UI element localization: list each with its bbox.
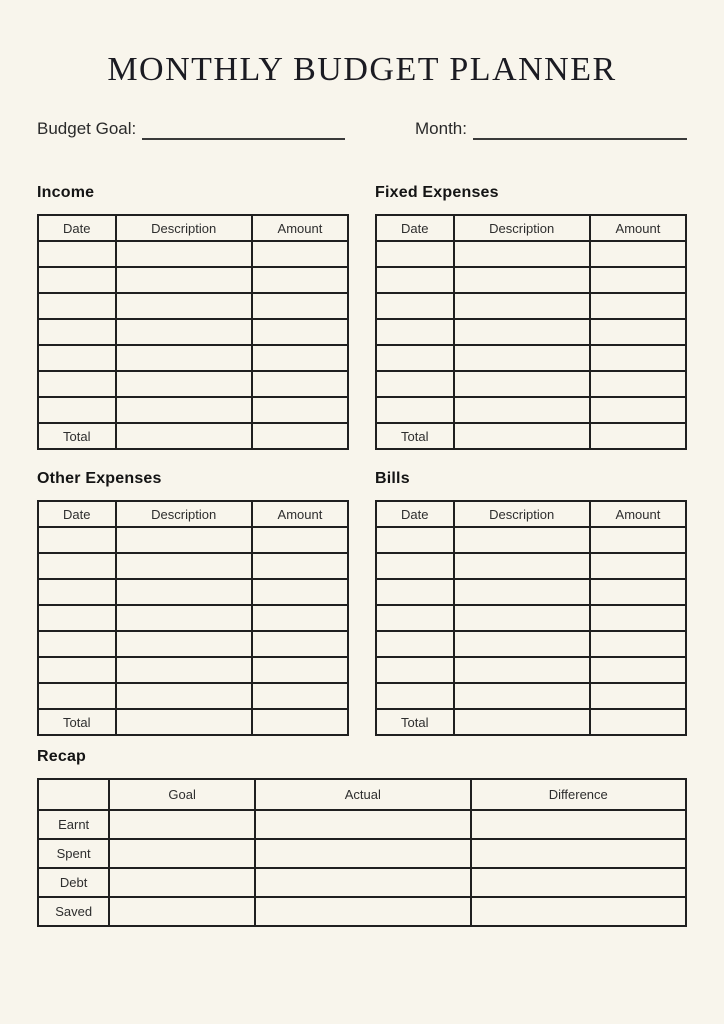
- entry-cell[interactable]: [252, 345, 348, 371]
- amount-header-cell: Amount: [590, 501, 686, 527]
- budget-goal-field: [37, 118, 345, 140]
- total-amount-cell[interactable]: [590, 709, 686, 735]
- entry-cell[interactable]: [454, 527, 590, 553]
- entry-cell[interactable]: [454, 345, 590, 371]
- total-row: [376, 709, 686, 735]
- description-header-cell: Description: [454, 215, 590, 241]
- entry-cell[interactable]: [38, 371, 116, 397]
- entry-row: [376, 319, 686, 345]
- spent-goal-cell[interactable]: [109, 839, 255, 868]
- entry-row: [376, 371, 686, 397]
- entry-cell[interactable]: [454, 683, 590, 709]
- entry-row: [38, 293, 348, 319]
- entry-cell[interactable]: [376, 605, 454, 631]
- total-label-cell: Total: [376, 709, 454, 735]
- header-fields: [37, 118, 687, 140]
- entry-cell[interactable]: [376, 267, 454, 293]
- entry-row: [38, 657, 348, 683]
- header-row: [38, 215, 348, 241]
- goal-header-cell: Goal: [109, 779, 255, 810]
- entry-cell[interactable]: [454, 605, 590, 631]
- total-amount-cell[interactable]: [252, 423, 348, 449]
- date-header-cell: Date: [376, 215, 454, 241]
- entry-cell[interactable]: [376, 371, 454, 397]
- date-header-cell: Date: [38, 501, 116, 527]
- budget-goal-label: Budget Goal:: [37, 119, 137, 138]
- saved-actual-cell[interactable]: [255, 897, 470, 926]
- entry-row: [38, 579, 348, 605]
- entry-row: [38, 553, 348, 579]
- entry-cell[interactable]: [376, 579, 454, 605]
- recap-title: Recap: [37, 748, 87, 765]
- entry-cell[interactable]: [252, 241, 348, 267]
- entry-row: [376, 605, 686, 631]
- entry-row: [38, 397, 348, 423]
- entry-cell[interactable]: [116, 605, 252, 631]
- entry-cell[interactable]: [252, 579, 348, 605]
- entry-cell[interactable]: [252, 267, 348, 293]
- entry-cell[interactable]: [376, 241, 454, 267]
- fixed-expenses-section: [375, 184, 687, 450]
- entry-cell[interactable]: [376, 631, 454, 657]
- ledger-sections: [37, 184, 687, 736]
- entry-cell[interactable]: [252, 293, 348, 319]
- entry-row: [376, 579, 686, 605]
- month-input[interactable]: [473, 119, 687, 140]
- earnt-label-cell: Earnt: [38, 810, 109, 839]
- entry-cell[interactable]: [116, 553, 252, 579]
- entry-cell[interactable]: [376, 683, 454, 709]
- entry-row: [38, 345, 348, 371]
- bills-table: [375, 500, 687, 736]
- spent-actual-cell[interactable]: [255, 839, 470, 868]
- date-header-cell: Date: [376, 501, 454, 527]
- entry-cell[interactable]: [376, 553, 454, 579]
- total-description-cell[interactable]: [454, 709, 590, 735]
- entry-row: [38, 683, 348, 709]
- spent-difference-cell[interactable]: [471, 839, 686, 868]
- entry-cell[interactable]: [38, 631, 116, 657]
- fixed-expenses-title: Fixed Expenses: [375, 184, 499, 201]
- entry-cell[interactable]: [376, 657, 454, 683]
- ledger-head: [376, 501, 686, 527]
- entry-cell[interactable]: [590, 293, 686, 319]
- recap-body: [38, 810, 686, 926]
- total-row: [376, 423, 686, 449]
- entry-cell[interactable]: [116, 527, 252, 553]
- month-label: Month:: [415, 119, 467, 138]
- header-row: [376, 501, 686, 527]
- entry-cell[interactable]: [590, 267, 686, 293]
- entry-cell[interactable]: [116, 293, 252, 319]
- entry-cell[interactable]: [454, 371, 590, 397]
- entry-cell[interactable]: [116, 657, 252, 683]
- entry-cell[interactable]: [454, 241, 590, 267]
- entry-cell[interactable]: [590, 241, 686, 267]
- entry-row: [38, 241, 348, 267]
- difference-header-cell: Difference: [471, 779, 686, 810]
- page-title: MONTHLY BUDGET PLANNER: [107, 51, 617, 88]
- entry-cell[interactable]: [38, 293, 116, 319]
- entry-cell[interactable]: [38, 605, 116, 631]
- entry-cell[interactable]: [116, 631, 252, 657]
- entry-row: [376, 345, 686, 371]
- entry-cell[interactable]: [38, 527, 116, 553]
- ledger-body: [376, 241, 686, 449]
- entry-row: [376, 631, 686, 657]
- saved-goal-cell[interactable]: [109, 897, 255, 926]
- entry-cell[interactable]: [116, 683, 252, 709]
- entry-cell[interactable]: [38, 241, 116, 267]
- total-description-cell[interactable]: [454, 423, 590, 449]
- recap-row: [38, 868, 686, 897]
- entry-row: [376, 241, 686, 267]
- earnt-actual-cell[interactable]: [255, 810, 470, 839]
- header-row: [376, 215, 686, 241]
- date-header-cell: Date: [38, 215, 116, 241]
- entry-cell[interactable]: [590, 631, 686, 657]
- debt-actual-cell[interactable]: [255, 868, 470, 897]
- entry-cell[interactable]: [116, 397, 252, 423]
- entry-row: [38, 371, 348, 397]
- entry-cell[interactable]: [454, 319, 590, 345]
- ledger-body: [376, 527, 686, 735]
- description-header-cell: Description: [116, 501, 252, 527]
- entry-row: [376, 397, 686, 423]
- entry-row: [38, 631, 348, 657]
- entry-cell[interactable]: [590, 579, 686, 605]
- entry-cell[interactable]: [590, 605, 686, 631]
- earnt-goal-cell[interactable]: [109, 810, 255, 839]
- ledger-body: [38, 241, 348, 449]
- entry-cell[interactable]: [252, 631, 348, 657]
- entry-row: [38, 527, 348, 553]
- income-table: [37, 214, 349, 450]
- total-amount-cell[interactable]: [590, 423, 686, 449]
- header-row: [38, 779, 686, 810]
- entry-cell[interactable]: [376, 397, 454, 423]
- amount-header-cell: Amount: [590, 215, 686, 241]
- entry-row: [376, 657, 686, 683]
- budget-goal-input[interactable]: [142, 119, 345, 140]
- earnt-difference-cell[interactable]: [471, 810, 686, 839]
- entry-row: [38, 605, 348, 631]
- entry-cell[interactable]: [454, 579, 590, 605]
- ledger-head: [38, 215, 348, 241]
- entry-cell[interactable]: [590, 553, 686, 579]
- income-section: [37, 184, 349, 450]
- month-field: [415, 118, 687, 140]
- entry-row: [38, 267, 348, 293]
- recap-row: [38, 839, 686, 868]
- entry-row: [376, 553, 686, 579]
- entry-cell[interactable]: [38, 397, 116, 423]
- entry-row: [376, 683, 686, 709]
- total-description-cell[interactable]: [116, 423, 252, 449]
- entry-cell[interactable]: [252, 527, 348, 553]
- entry-cell[interactable]: [116, 579, 252, 605]
- other-expenses-title: Other Expenses: [37, 470, 162, 487]
- entry-cell[interactable]: [252, 397, 348, 423]
- description-header-cell: Description: [116, 215, 252, 241]
- entry-cell[interactable]: [590, 683, 686, 709]
- entry-cell[interactable]: [590, 397, 686, 423]
- entry-cell[interactable]: [38, 683, 116, 709]
- total-label-cell: Total: [38, 709, 116, 735]
- entry-cell[interactable]: [38, 657, 116, 683]
- recap-head: [38, 779, 686, 810]
- entry-cell[interactable]: [454, 657, 590, 683]
- debt-difference-cell[interactable]: [471, 868, 686, 897]
- amount-header-cell: Amount: [252, 215, 348, 241]
- description-header-cell: Description: [454, 501, 590, 527]
- entry-row: [376, 527, 686, 553]
- other-expenses-table: [37, 500, 349, 736]
- entry-cell[interactable]: [252, 657, 348, 683]
- entry-cell[interactable]: [116, 267, 252, 293]
- ledger-head: [376, 215, 686, 241]
- entry-cell[interactable]: [116, 241, 252, 267]
- entry-cell[interactable]: [590, 657, 686, 683]
- debt-goal-cell[interactable]: [109, 868, 255, 897]
- entry-cell[interactable]: [590, 527, 686, 553]
- recap-section: [37, 748, 687, 927]
- saved-label-cell: Saved: [38, 897, 109, 926]
- other-expenses-section: [37, 470, 349, 736]
- bills-section: [375, 470, 687, 736]
- recap-row: [38, 810, 686, 839]
- entry-cell[interactable]: [376, 319, 454, 345]
- header-row: [38, 501, 348, 527]
- entry-cell[interactable]: [38, 267, 116, 293]
- total-label-cell: Total: [38, 423, 116, 449]
- total-row: [38, 423, 348, 449]
- amount-header-cell: Amount: [252, 501, 348, 527]
- entry-cell[interactable]: [376, 527, 454, 553]
- total-row: [38, 709, 348, 735]
- entry-cell[interactable]: [252, 371, 348, 397]
- entry-cell[interactable]: [38, 579, 116, 605]
- entry-cell[interactable]: [590, 319, 686, 345]
- actual-header-cell: Actual: [255, 779, 470, 810]
- recap-row: [38, 897, 686, 926]
- spent-label-cell: Spent: [38, 839, 109, 868]
- entry-cell[interactable]: [38, 553, 116, 579]
- entry-cell[interactable]: [454, 553, 590, 579]
- entry-cell[interactable]: [116, 319, 252, 345]
- entry-cell[interactable]: [38, 319, 116, 345]
- entry-cell[interactable]: [454, 293, 590, 319]
- entry-row: [38, 319, 348, 345]
- entry-cell[interactable]: [376, 293, 454, 319]
- entry-cell[interactable]: [252, 553, 348, 579]
- entry-cell[interactable]: [376, 345, 454, 371]
- total-description-cell[interactable]: [116, 709, 252, 735]
- recap-table: [37, 778, 687, 927]
- entry-row: [376, 293, 686, 319]
- income-title: Income: [37, 184, 95, 201]
- debt-label-cell: Debt: [38, 868, 109, 897]
- total-amount-cell[interactable]: [252, 709, 348, 735]
- entry-cell[interactable]: [252, 605, 348, 631]
- corner-header-cell: [38, 779, 109, 810]
- entry-cell[interactable]: [454, 397, 590, 423]
- entry-row: [376, 267, 686, 293]
- total-label-cell: Total: [376, 423, 454, 449]
- entry-cell[interactable]: [116, 345, 252, 371]
- entry-cell[interactable]: [590, 371, 686, 397]
- saved-difference-cell[interactable]: [471, 897, 686, 926]
- entry-cell[interactable]: [454, 267, 590, 293]
- bills-title: Bills: [375, 470, 410, 487]
- entry-cell[interactable]: [252, 683, 348, 709]
- fixed-expenses-table: [375, 214, 687, 450]
- entry-cell[interactable]: [590, 345, 686, 371]
- entry-cell[interactable]: [454, 631, 590, 657]
- entry-cell[interactable]: [252, 319, 348, 345]
- ledger-body: [38, 527, 348, 735]
- ledger-head: [38, 501, 348, 527]
- entry-cell[interactable]: [38, 345, 116, 371]
- entry-cell[interactable]: [116, 371, 252, 397]
